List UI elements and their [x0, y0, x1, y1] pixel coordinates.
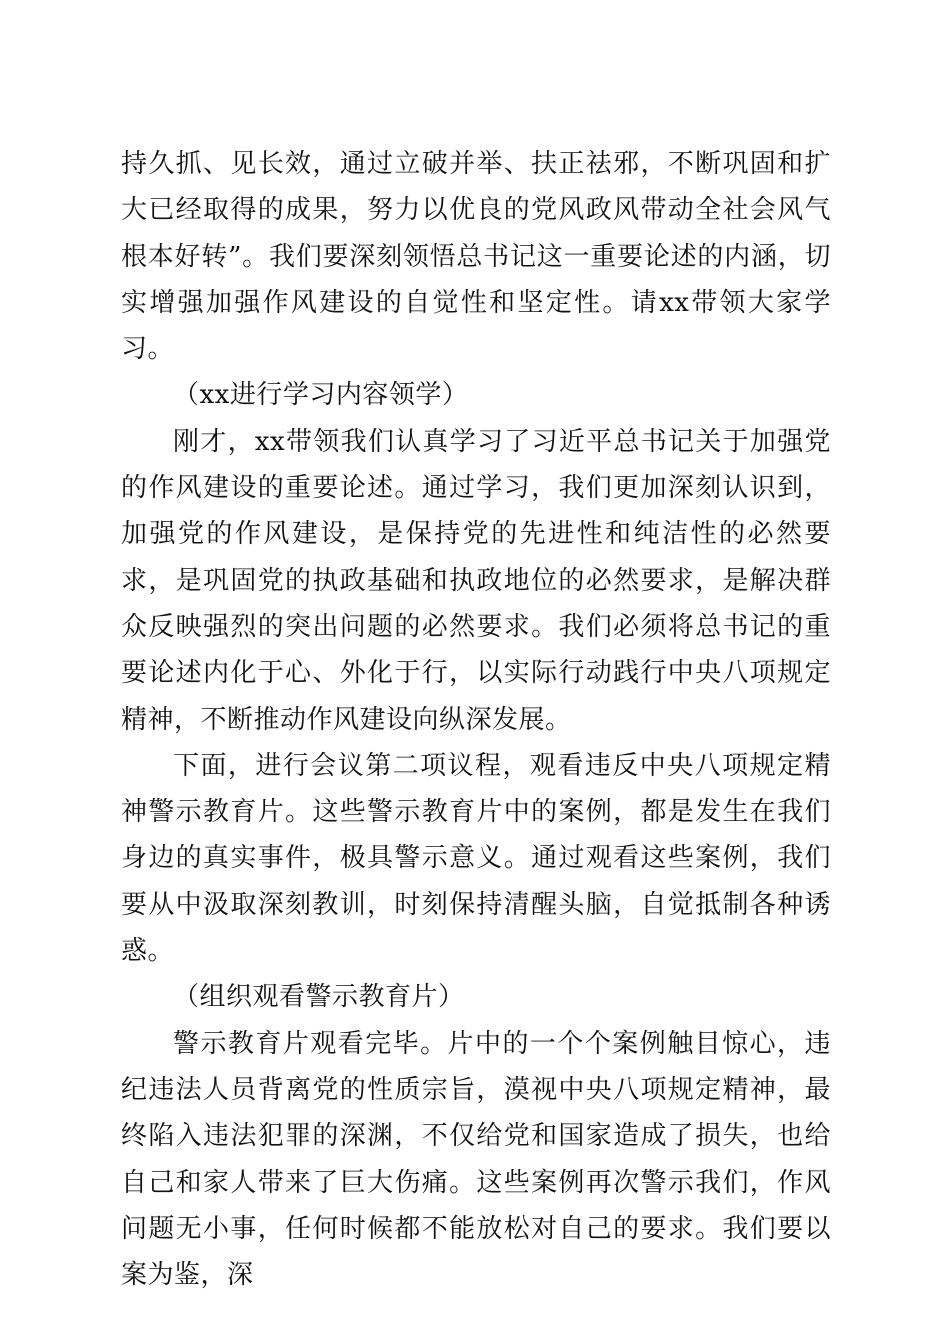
- paragraph-second-agenda: 下面，进行会议第二项议程，观看违反中央八项规定精神警示教育片。这些警示教育片中的案例，都是发生在我们身边的真实事件，极具警示意义。通过观看这些案例，我们要从中汲取深刻教训，时刻保持清醒头脑，自觉抵制各种诱惑。: [121, 750, 831, 967]
- paragraph-study-summary: 刚才，xx带领我们认真学习了习近平总书记关于加强党的作风建设的重要论述。通过学习，我们更加深刻认识到，加强党的作风建设，是保持党的先进性和纯洁性的必然要求，是巩固党的执政基础和执政地位的必然要求，是解决群众反映强烈的突出问题的必然要求。我们必须将总书记的重要论述内化于心、外化于行，以实际行动践行中央八项规定精神，不断推动作风建设向纵深发展。: [121, 426, 831, 735]
- stage-direction-watch-film: （组织观看警示教育片）: [173, 982, 465, 1013]
- paragraph-continued: 持久抓、见长效，通过立破并举、扶正祛邪，不断巩固和扩大已经取得的成果，努力以优良的党风政风带动全社会风气根本好转”。我们要深刻领悟总书记这一重要论述的内涵，切实增强加强作风建设的自觉性和坚定性。请xx带领大家学习。: [121, 149, 831, 365]
- stage-direction-lead-study: （xx进行学习内容领学）: [173, 380, 469, 411]
- paragraph-film-reflection: 警示教育片观看完毕。片中的一个个案例触目惊心，违纪违法人员背离党的性质宗旨，漠视中央八项规定精神，最终陷入违法犯罪的深渊，不仅给党和国家造成了损失，也给自己和家人带来了巨大伤痛。这些案例再次警示我们，作风问题无小事，任何时候都不能放松对自己的要求。我们要以案为鉴，深: [121, 1028, 831, 1291]
- document-body: [121, 141, 831, 1298]
